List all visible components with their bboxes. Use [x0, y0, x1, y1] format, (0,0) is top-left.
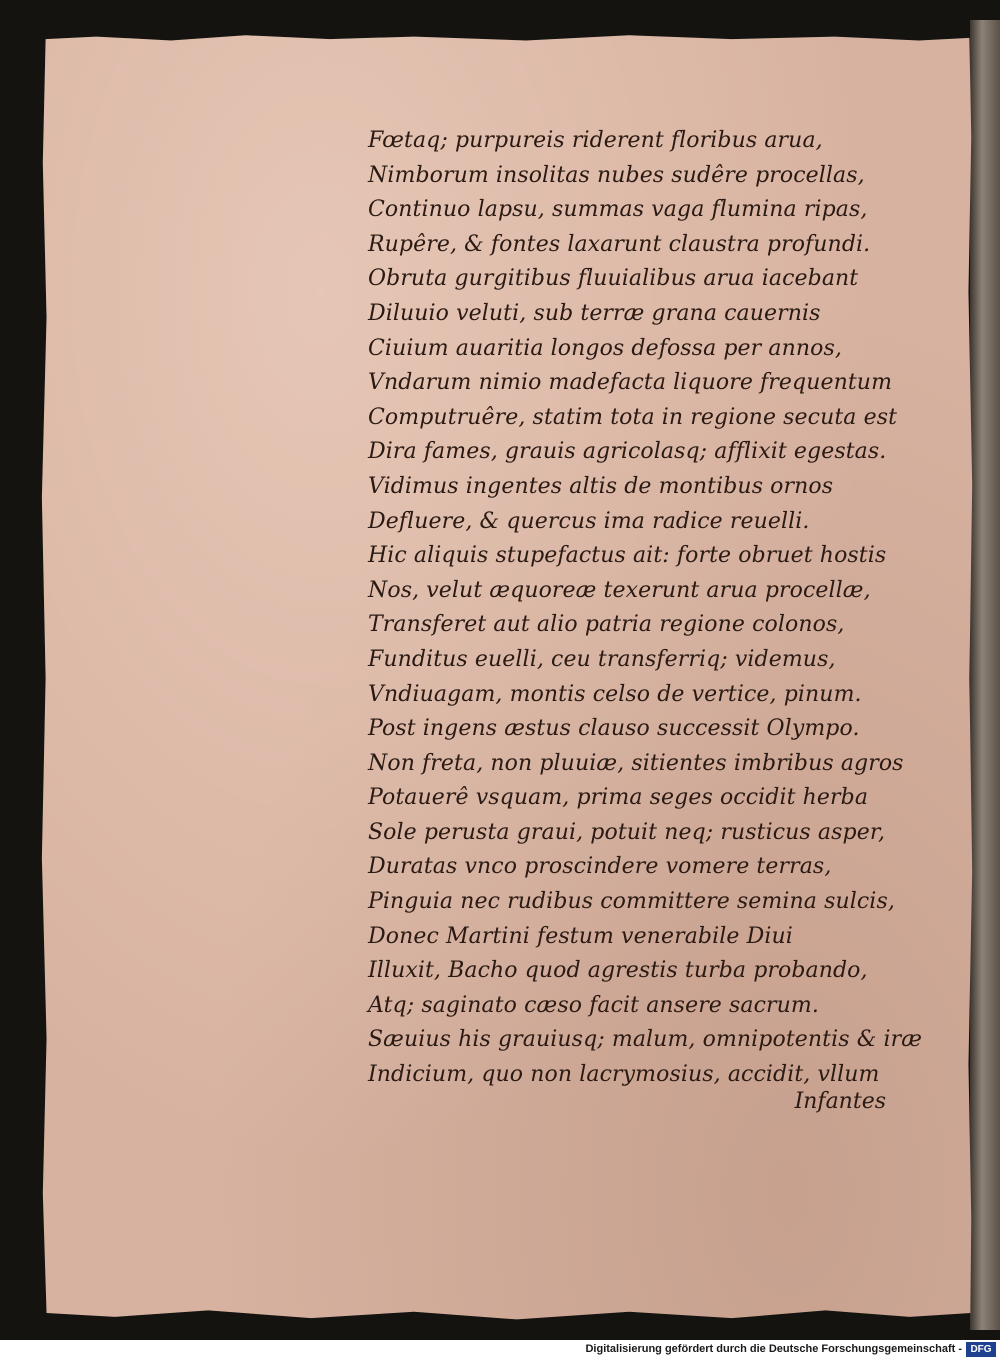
verse-line: Computruêre, statim tota in regione secuta est: [368, 404, 898, 430]
verse-block: [368, 124, 923, 1093]
verse-line: Dira fames, grauis agricolasq; afflixit egestas.: [368, 439, 887, 465]
verse-line: Defluere, & quercus ima radice reuelli.: [368, 508, 810, 534]
verse-line: Nos, velut æquoreæ texerunt arua procellæ,: [368, 577, 871, 603]
funding-credit: Digitalisierung gefördert durch die Deutsche Forschungsgemeinschaft -: [585, 1343, 962, 1355]
verse-line: Fœtaq; purpureis riderent floribus arua,: [368, 128, 823, 153]
verse-line: Vndarum nimio madefacta liquore frequentum: [368, 370, 893, 396]
verse-line: Continuo lapsu, summas vaga flumina ripas,: [368, 197, 868, 223]
verse-line: Indicium, quo non lacrymosius, accidit, vllum: [368, 1062, 880, 1088]
verse-line: Donec Martini festum venerabile Diui: [368, 923, 793, 949]
footer-bar: [0, 1340, 1000, 1360]
verse-line: Duratas vnco proscindere vomere terras,: [368, 854, 832, 880]
verse-line: Atq; saginato cæso facit ansere sacrum.: [368, 992, 819, 1018]
verse-line: Post ingens æstus clauso successit Olympo.: [368, 716, 860, 742]
verse-line: Potauerê vsquam, prima seges occidit herba: [368, 785, 869, 811]
verse-line: Transferet aut alio patria regione colonos,: [368, 612, 845, 638]
page-edge: [970, 20, 1000, 1330]
verse-line: Non freta, non pluuiæ, sitientes imbribus agros: [368, 750, 904, 776]
verse-line: Vndiuagam, montis celso de vertice, pinum.: [368, 681, 862, 707]
verse-line: Vidimus ingentes altis de montibus ornos: [368, 473, 834, 499]
verse-line: Sæuius his grauiusq; malum, omnipotentis & iræ: [368, 1027, 923, 1053]
verse-line: Illuxit, Bacho quod agrestis turba probando,: [368, 958, 868, 984]
verse-line: Nimborum insolitas nubes sudêre procellas,: [368, 162, 865, 188]
verse-line: Rupêre, & fontes laxarunt claustra profundi.: [368, 231, 871, 257]
verse-line: Ciuium auaritia longos defossa per annos,: [368, 335, 842, 361]
catchword: Infantes: [794, 1089, 886, 1114]
verse-line: Sole perusta graui, potuit neq; rusticus asper,: [368, 819, 886, 845]
verse-line: Pinguia nec rudibus committere semina sulcis,: [368, 889, 895, 915]
dfg-logo-icon: DFG: [966, 1342, 996, 1357]
verse-line: Funditus euelli, ceu transferriq; videmus,: [368, 646, 836, 672]
verse-line: Hic aliquis stupefactus ait: forte obruet hostis: [368, 543, 887, 569]
verse-line: Diluuio veluti, sub terræ grana cauernis: [368, 300, 821, 326]
verse-line: Obruta gurgitibus fluuialibus arua iacebant: [368, 266, 859, 292]
